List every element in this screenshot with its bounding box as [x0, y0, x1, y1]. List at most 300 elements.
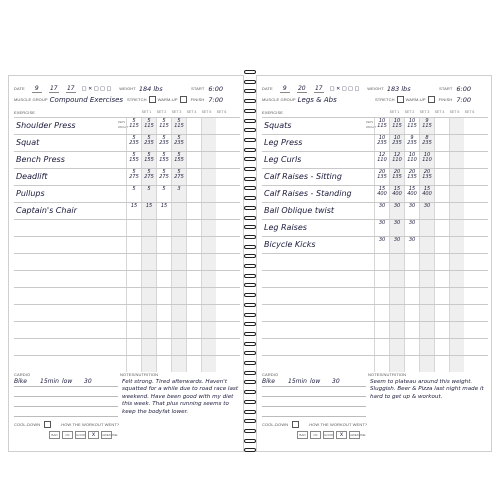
warmup-label: WARM-UP: [157, 97, 178, 102]
set-cells: [374, 135, 464, 151]
set-cell[interactable]: [186, 237, 201, 253]
exercise-row: [14, 202, 240, 219]
set-cell[interactable]: [434, 254, 449, 270]
set-cell[interactable]: [389, 203, 404, 219]
set-cell[interactable]: [449, 271, 464, 287]
set-cell[interactable]: [389, 237, 404, 253]
set-cell[interactable]: [374, 271, 389, 287]
set-cell[interactable]: [171, 220, 186, 236]
finish-label: FINISH: [438, 97, 453, 102]
set-cell[interactable]: [419, 152, 434, 168]
set-cell[interactable]: [171, 339, 186, 355]
set-cell[interactable]: [419, 118, 434, 134]
set-cell[interactable]: [374, 169, 389, 185]
set-cells: [126, 203, 216, 219]
set-cell[interactable]: [186, 186, 201, 202]
set-cell[interactable]: [434, 305, 449, 321]
cooldown-row: [262, 421, 367, 428]
set-cell[interactable]: [186, 220, 201, 236]
set-cell[interactable]: [171, 237, 186, 253]
set-cell[interactable]: [186, 254, 201, 270]
set-cell[interactable]: [434, 118, 449, 134]
weight-value: 400: [422, 191, 432, 197]
set-cell[interactable]: [186, 322, 201, 338]
set-cell[interactable]: [404, 237, 419, 253]
set-cell[interactable]: [419, 135, 434, 151]
set-cell[interactable]: [374, 305, 389, 321]
set-cell[interactable]: [404, 152, 419, 168]
set-cell[interactable]: [156, 152, 171, 168]
set-cell[interactable]: [374, 118, 389, 134]
set-cell[interactable]: [126, 220, 141, 236]
set-cell[interactable]: [449, 237, 464, 253]
rating-box[interactable]: AWESOME: [102, 433, 118, 437]
rating-box[interactable]: BAD: [49, 431, 60, 439]
set-header: SET 4: [434, 110, 445, 114]
set-cell[interactable]: [404, 254, 419, 270]
set-cell[interactable]: [374, 237, 389, 253]
set-cell[interactable]: [419, 288, 434, 304]
set-cell[interactable]: [201, 339, 216, 355]
set-cell[interactable]: [141, 118, 156, 134]
set-cell[interactable]: [171, 203, 186, 219]
notes-text[interactable]: Felt strong. Tired afterwards. Haven't squatted for a while due to road race last weekend. Have been good with my diet this week. That plus running seems to keep the bodyfat lower.: [122, 379, 239, 415]
set-cell[interactable]: [434, 186, 449, 202]
reps-value: 5: [162, 186, 166, 192]
set-cell[interactable]: [404, 135, 419, 151]
muscle-group-value: Compound Exercises: [49, 95, 124, 104]
notes-label: NOTES/NUTRITION: [120, 372, 159, 377]
set-cell[interactable]: [171, 322, 186, 338]
cardio-blank-line[interactable]: [262, 407, 366, 417]
coil-ring: [244, 274, 256, 278]
set-cell[interactable]: [449, 288, 464, 304]
set-cell[interactable]: [171, 169, 186, 185]
start-label: START: [439, 86, 453, 91]
set-cell[interactable]: [156, 135, 171, 151]
reps-value: 5: [147, 118, 151, 124]
set-cell[interactable]: [141, 356, 156, 372]
coil-ring: [244, 410, 256, 414]
set-cell[interactable]: [419, 356, 434, 372]
weight-value: 155: [159, 157, 169, 163]
set-cell[interactable]: [156, 271, 171, 287]
set-cells: [126, 135, 216, 151]
set-cell[interactable]: [389, 305, 404, 321]
set-cell[interactable]: [449, 305, 464, 321]
set-cell[interactable]: [156, 305, 171, 321]
weight-value: 115: [144, 123, 154, 129]
set-cell[interactable]: [404, 271, 419, 287]
weight-value: 183 lbs: [386, 84, 411, 93]
weight-value: 115: [407, 123, 417, 129]
cooldown-row: [14, 421, 119, 428]
set-cell[interactable]: [171, 152, 186, 168]
set-cell[interactable]: [419, 169, 434, 185]
reps-value: 9: [410, 135, 414, 141]
reps-value: 5: [177, 152, 181, 158]
cardio-time: 15min: [40, 378, 59, 385]
set-cell[interactable]: [389, 254, 404, 270]
set-cell[interactable]: [419, 186, 434, 202]
set-cells: [374, 152, 464, 168]
coil-ring: [244, 148, 256, 152]
set-cell[interactable]: [419, 254, 434, 270]
coil-ring: [244, 390, 256, 394]
set-cell[interactable]: [126, 322, 141, 338]
weight-value: [142, 192, 156, 197]
coil-ring: [244, 99, 256, 103]
set-cell[interactable]: [389, 220, 404, 236]
reps-value: 15: [130, 203, 138, 209]
set-cell[interactable]: [434, 271, 449, 287]
set-cell[interactable]: [126, 135, 141, 151]
set-cell[interactable]: [374, 356, 389, 372]
stretch-checkbox[interactable]: [397, 96, 404, 103]
set-cell[interactable]: [156, 186, 171, 202]
set-cells: [126, 356, 216, 372]
set-cell[interactable]: [126, 203, 141, 219]
set-cell[interactable]: [201, 288, 216, 304]
weight-value: 235: [377, 140, 387, 146]
set-cell[interactable]: [434, 203, 449, 219]
cardio-type: Bike: [14, 378, 27, 385]
set-cell[interactable]: [186, 339, 201, 355]
set-cell[interactable]: [404, 322, 419, 338]
exercise-row: [14, 151, 240, 168]
set-cell[interactable]: [389, 288, 404, 304]
set-cell[interactable]: [374, 203, 389, 219]
exercise-grid: [14, 117, 240, 372]
set-cell[interactable]: [186, 356, 201, 372]
set-cell[interactable]: [156, 288, 171, 304]
set-cell[interactable]: [389, 339, 404, 355]
set-cell[interactable]: [141, 288, 156, 304]
coil-ring: [244, 322, 256, 326]
weight-value: 400: [407, 191, 417, 197]
set-cell[interactable]: [389, 152, 404, 168]
set-cell[interactable]: [389, 118, 404, 134]
set-cell[interactable]: [434, 339, 449, 355]
set-cell[interactable]: [156, 322, 171, 338]
reps-value: 5: [162, 135, 166, 141]
set-cell[interactable]: [374, 339, 389, 355]
set-cell[interactable]: [141, 203, 156, 219]
finish-value: 7:00: [456, 95, 471, 104]
set-cell[interactable]: [186, 271, 201, 287]
warmup-checkbox[interactable]: [428, 96, 435, 103]
weight-value: 400: [392, 191, 402, 197]
reps-value: 10: [393, 118, 401, 124]
set-cell[interactable]: [126, 186, 141, 202]
set-cell[interactable]: [186, 118, 201, 134]
coil-ring: [244, 216, 256, 220]
rating-box[interactable]: BAD: [297, 431, 308, 439]
set-cell[interactable]: [171, 118, 186, 134]
set-cell[interactable]: [201, 203, 216, 219]
cardio-blank-line[interactable]: [262, 397, 366, 407]
set-cell[interactable]: [186, 169, 201, 185]
exercise-row: [262, 287, 488, 304]
muscle-group-value: Legs & Abs: [297, 95, 337, 104]
set-cell[interactable]: [404, 203, 419, 219]
weight-value: 110: [392, 157, 402, 163]
set-cell[interactable]: [419, 339, 434, 355]
rating-boxes: [49, 431, 118, 439]
cooldown-checkbox[interactable]: [44, 421, 51, 428]
reps-value: 12: [393, 152, 401, 158]
set-cell[interactable]: [201, 305, 216, 321]
right-page: [256, 75, 492, 452]
exercise-row: [14, 253, 240, 270]
set-cell[interactable]: [201, 152, 216, 168]
set-cell[interactable]: [171, 135, 186, 151]
set-cell[interactable]: [186, 288, 201, 304]
set-cell[interactable]: [156, 118, 171, 134]
set-cell[interactable]: [156, 339, 171, 355]
date-value: 9: [280, 85, 290, 93]
weight-value: 235: [407, 140, 417, 146]
set-cell[interactable]: [449, 186, 464, 202]
cooldown-label: COOL-DOWN: [262, 422, 289, 427]
exercise-row: [14, 287, 240, 304]
set-cell[interactable]: [126, 288, 141, 304]
set-cell[interactable]: [374, 152, 389, 168]
set-cell[interactable]: [449, 118, 464, 134]
set-cell[interactable]: [126, 305, 141, 321]
set-cell[interactable]: [389, 356, 404, 372]
set-header: SET 1: [141, 110, 152, 114]
cardio-section: [262, 372, 488, 417]
cardio-blank-line[interactable]: [262, 387, 366, 397]
set-cell[interactable]: [141, 271, 156, 287]
set-cell[interactable]: [141, 305, 156, 321]
set-cell[interactable]: [374, 288, 389, 304]
rating-box[interactable]: AWESOME: [350, 433, 366, 437]
reps-value: 5: [147, 135, 151, 141]
set-cell[interactable]: [156, 356, 171, 372]
set-cell[interactable]: [434, 237, 449, 253]
weight-value: [172, 192, 186, 197]
set-cell[interactable]: [201, 186, 216, 202]
set-cell[interactable]: [201, 356, 216, 372]
cardio-entry[interactable]: [14, 377, 118, 387]
set-cell[interactable]: [434, 152, 449, 168]
reps-value: 15: [423, 186, 431, 192]
weight-value: 135: [407, 174, 417, 180]
reps-value: 5: [162, 152, 166, 158]
cardio-label: CARDIO: [14, 372, 31, 377]
weight-value: [157, 192, 171, 197]
set-cell[interactable]: [126, 339, 141, 355]
rating-box[interactable]: x: [88, 431, 99, 439]
rating-box[interactable]: GOOD: [324, 433, 334, 437]
set-cell[interactable]: [156, 203, 171, 219]
set-cell[interactable]: [141, 135, 156, 151]
coil-ring: [244, 429, 256, 433]
set-cell[interactable]: [434, 220, 449, 236]
set-cell[interactable]: [449, 356, 464, 372]
weight-value: 275: [144, 174, 154, 180]
set-cell[interactable]: [374, 254, 389, 270]
set-cell[interactable]: [156, 169, 171, 185]
set-cell[interactable]: [156, 254, 171, 270]
set-cell[interactable]: [449, 322, 464, 338]
set-cell[interactable]: [126, 152, 141, 168]
set-cell[interactable]: [201, 118, 216, 134]
set-cell[interactable]: [141, 254, 156, 270]
exercise-name: Captain's Chair: [16, 206, 77, 215]
exercise-row: [262, 338, 488, 355]
set-cell[interactable]: [126, 169, 141, 185]
set-cell[interactable]: [404, 305, 419, 321]
set-cell[interactable]: [434, 356, 449, 372]
set-cell[interactable]: [374, 220, 389, 236]
weight-value: 155: [129, 157, 139, 163]
reps-value: 5: [147, 186, 151, 192]
set-cell[interactable]: [186, 305, 201, 321]
cardio-blank-line[interactable]: [14, 387, 118, 397]
set-cell[interactable]: [374, 186, 389, 202]
set-cell[interactable]: [141, 220, 156, 236]
set-cells: [374, 288, 464, 304]
rating-box[interactable]: OK: [310, 431, 321, 439]
set-cell[interactable]: [374, 135, 389, 151]
set-cell[interactable]: [186, 152, 201, 168]
set-cell[interactable]: [404, 356, 419, 372]
set-cell[interactable]: [156, 237, 171, 253]
set-cell[interactable]: [374, 322, 389, 338]
finish-value: 7:00: [208, 95, 223, 104]
set-cell[interactable]: [201, 169, 216, 185]
cardio-entry[interactable]: [262, 377, 366, 387]
rating-box[interactable]: OK: [62, 431, 73, 439]
weight-value: 184 lbs: [138, 84, 163, 93]
set-cell[interactable]: [449, 339, 464, 355]
set-cells: [374, 220, 464, 236]
reps-value: 8: [425, 135, 429, 141]
set-cell[interactable]: [171, 305, 186, 321]
set-cell[interactable]: [201, 322, 216, 338]
set-cell[interactable]: [171, 356, 186, 372]
set-cell[interactable]: [186, 135, 201, 151]
rating-box[interactable]: x: [336, 431, 347, 439]
set-cell[interactable]: [449, 203, 464, 219]
set-cell[interactable]: [186, 203, 201, 219]
set-cell[interactable]: [156, 220, 171, 236]
set-cell[interactable]: [141, 339, 156, 355]
weight-value: 115: [392, 123, 402, 129]
set-cells: [126, 220, 216, 236]
set-cell[interactable]: [389, 186, 404, 202]
set-cell[interactable]: [449, 169, 464, 185]
set-cell[interactable]: [449, 254, 464, 270]
finish-label: FINISH: [190, 97, 205, 102]
set-cell[interactable]: [404, 220, 419, 236]
set-cell[interactable]: [126, 356, 141, 372]
set-cell[interactable]: [126, 254, 141, 270]
set-cell[interactable]: [449, 135, 464, 151]
set-cell[interactable]: [389, 271, 404, 287]
exercise-name: Shoulder Press: [16, 121, 76, 130]
set-cell[interactable]: [434, 322, 449, 338]
set-cell[interactable]: [404, 186, 419, 202]
set-header: SET 3: [171, 110, 182, 114]
set-cell[interactable]: [126, 237, 141, 253]
stretch-checkbox[interactable]: [149, 96, 156, 103]
set-cell[interactable]: [419, 305, 434, 321]
set-cell[interactable]: [404, 169, 419, 185]
exercise-grid: [262, 117, 488, 372]
coil-ring: [244, 371, 256, 375]
set-cell[interactable]: [389, 135, 404, 151]
set-cell[interactable]: [449, 220, 464, 236]
set-cell[interactable]: [389, 169, 404, 185]
coil-ring: [244, 206, 256, 210]
set-cell[interactable]: [171, 186, 186, 202]
set-cell[interactable]: [171, 254, 186, 270]
weight-value: 110: [407, 157, 417, 163]
set-cell[interactable]: [404, 288, 419, 304]
set-cell[interactable]: [171, 271, 186, 287]
set-cell[interactable]: [419, 220, 434, 236]
set-cell[interactable]: [419, 203, 434, 219]
set-cell[interactable]: [141, 169, 156, 185]
set-cell[interactable]: [201, 271, 216, 287]
set-cell[interactable]: [389, 322, 404, 338]
date-label: DATE: [262, 86, 273, 91]
set-cell[interactable]: [201, 135, 216, 151]
cooldown-label: COOL-DOWN: [14, 422, 41, 427]
set-cell[interactable]: [419, 322, 434, 338]
set-cell[interactable]: [434, 135, 449, 151]
set-cell[interactable]: [404, 339, 419, 355]
set-cell[interactable]: [171, 288, 186, 304]
rating-box[interactable]: GOOD: [76, 433, 86, 437]
coil-ring: [244, 439, 256, 443]
set-cell[interactable]: [141, 152, 156, 168]
set-cell[interactable]: [434, 169, 449, 185]
set-cell[interactable]: [449, 152, 464, 168]
cardio-level: low: [310, 378, 321, 385]
weight-value: 235: [129, 140, 139, 146]
cardio-blank-line[interactable]: [14, 407, 118, 417]
warmup-checkbox[interactable]: [180, 96, 187, 103]
set-cell[interactable]: [201, 220, 216, 236]
set-cell[interactable]: [141, 186, 156, 202]
weight-value: [390, 209, 404, 214]
set-cell[interactable]: [404, 118, 419, 134]
reps-value: 30: [423, 203, 431, 209]
set-header: SET 6: [216, 110, 227, 114]
muscle-group-label: MUSCLE GROUP: [14, 97, 48, 102]
set-cell[interactable]: [141, 237, 156, 253]
reps-value: 5: [132, 169, 136, 175]
set-cell[interactable]: [419, 237, 434, 253]
set-cell[interactable]: [201, 237, 216, 253]
date-value: 17: [49, 84, 58, 92]
set-cell[interactable]: [141, 322, 156, 338]
cooldown-checkbox[interactable]: [292, 421, 299, 428]
set-cell[interactable]: [434, 288, 449, 304]
notes-text[interactable]: Seem to plateau around this weight. Sluggish. Beer & Pizza last night made it hard to get up & workout.: [370, 379, 484, 400]
cardio-blank-line[interactable]: [14, 397, 118, 407]
reps-value: 30: [378, 220, 386, 226]
set-cell[interactable]: [126, 118, 141, 134]
set-cell[interactable]: [419, 271, 434, 287]
set-cell[interactable]: [201, 254, 216, 270]
set-cell[interactable]: [126, 271, 141, 287]
